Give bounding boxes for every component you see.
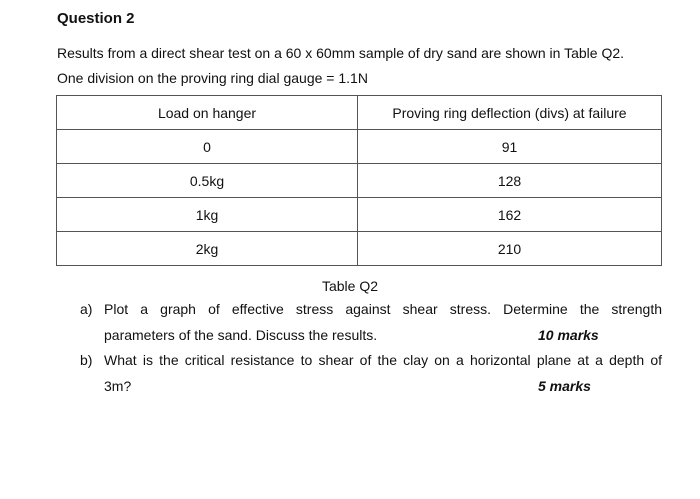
load-cell: 2kg	[57, 232, 358, 266]
part-marker: a)	[80, 301, 93, 317]
marks-label: 5 marks	[538, 378, 591, 394]
part-b-line-1: What is the critical resistance to shear of the clay on a horizontal plane at a depth of	[104, 352, 662, 368]
table-row	[57, 130, 662, 164]
intro-line-2: One division on the proving ring dial gauge = 1.1N	[57, 70, 368, 86]
table-row	[57, 232, 662, 266]
deflection-cell: 91	[358, 130, 662, 164]
results-table	[56, 95, 662, 266]
table-caption: Table Q2	[321, 278, 379, 294]
part-marker: b)	[80, 352, 93, 368]
load-cell: 0	[57, 130, 358, 164]
deflection-cell: 162	[358, 198, 662, 232]
load-cell: 0.5kg	[57, 164, 358, 198]
load-cell: 1kg	[57, 198, 358, 232]
marks-label: 10 marks	[538, 327, 599, 343]
table-row	[57, 198, 662, 232]
part-a-line-1: Plot a graph of effective stress against shear stress. Determine the strength	[104, 301, 662, 317]
deflection-cell: 128	[358, 164, 662, 198]
deflection-cell: 210	[358, 232, 662, 266]
column-header-load: Load on hanger	[57, 96, 358, 130]
question-heading: Question 2	[57, 10, 135, 27]
part-b-line-2: 3m?	[104, 378, 132, 394]
part-a-line-2: parameters of the sand. Discuss the results.	[104, 327, 378, 343]
column-header-deflection: Proving ring deflection (divs) at failure	[358, 96, 662, 130]
table-header-row	[57, 96, 662, 130]
table-row	[57, 164, 662, 198]
intro-line-1: Results from a direct shear test on a 60 x 60mm sample of dry sand are shown in Table Q2.	[57, 45, 625, 61]
